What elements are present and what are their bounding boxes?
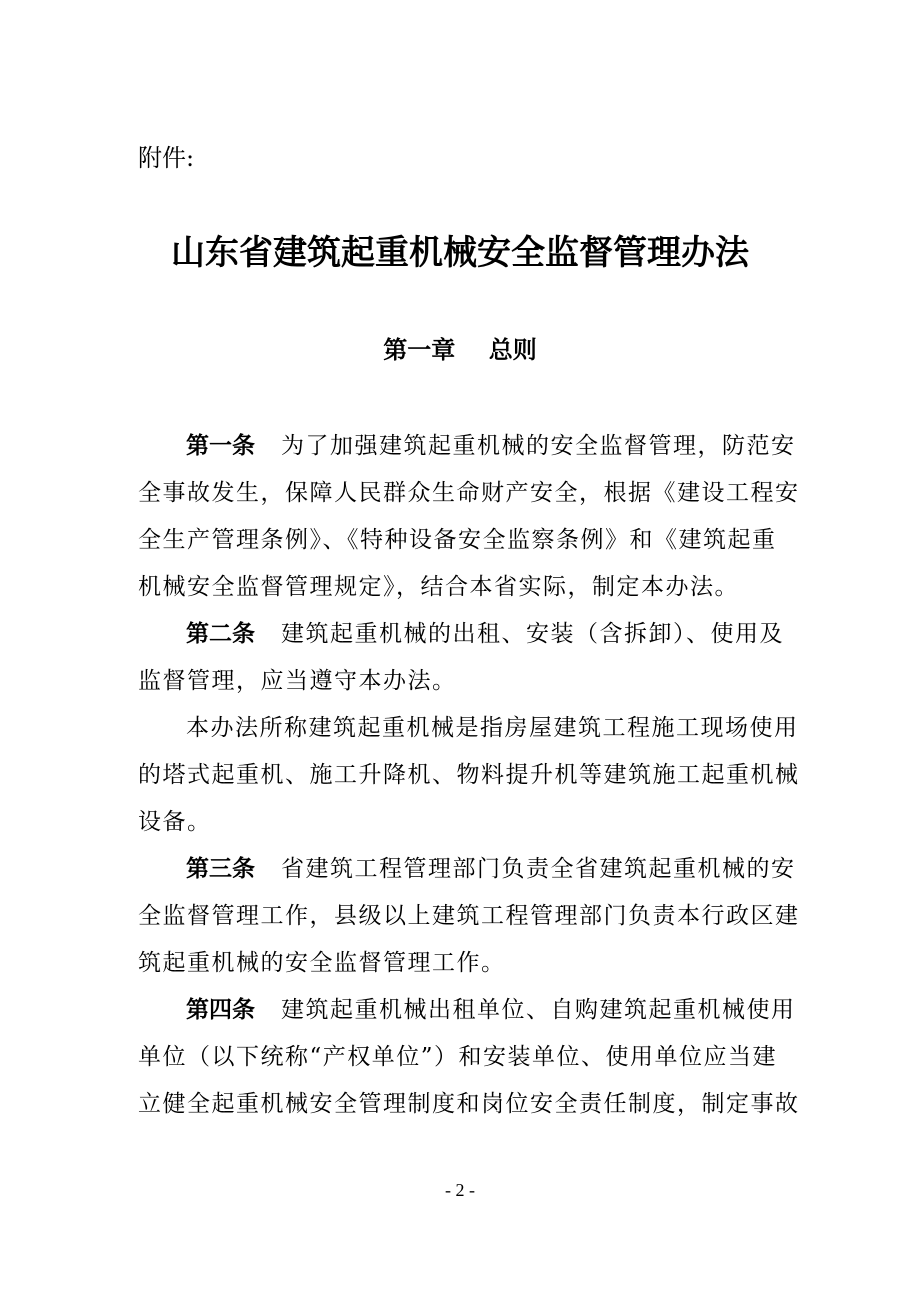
article-label: 第二条	[186, 621, 255, 647]
article-paragraph	[138, 423, 800, 611]
article-text: 建筑起重机械的出租、安装（含拆卸）、使用及监督管理，应当遵守本办法。	[138, 621, 784, 694]
attachment-label: 附件:	[138, 144, 195, 172]
document-body	[138, 423, 800, 1128]
article-paragraph	[138, 987, 800, 1128]
document-title: 山东省建筑起重机械安全监督管理办法	[171, 233, 749, 273]
article-text: 省建筑工程管理部门负责全省建筑起重机械的安全监督管理工作，县级以上建筑工程管理部门负责本行政区建筑起重机械的安全监督管理工作。	[138, 856, 800, 976]
article-label: 第一条	[186, 433, 255, 459]
article-paragraph	[138, 846, 800, 987]
article-text: 为了加强建筑起重机械的安全监督管理，防范安全事故发生，保障人民群众生命财产安全，根据《建设工程安全生产管理条例》、《特种设备安全监察条例》和《建筑起重机械安全监督管理规定》，结合本省实际，制定本办法。	[138, 433, 800, 600]
chapter-heading: 第一章 总则	[383, 336, 537, 364]
article-paragraph	[138, 611, 800, 705]
paragraph-text: 本办法所称建筑起重机械是指房屋建筑工程施工现场使用的塔式起重机、施工升降机、物料提升机等建筑施工起重机械设备。	[138, 715, 800, 835]
article-label: 第四条	[186, 997, 255, 1023]
page-number: - 2 -	[445, 1180, 475, 1200]
definition-paragraph	[138, 705, 800, 846]
article-text: 建筑起重机械出租单位、自购建筑起重机械使用单位（以下统称“产权单位”）和安装单位、使用单位应当建立健全起重机械安全管理制度和岗位安全责任制度，制定事故	[138, 997, 800, 1117]
article-label: 第三条	[186, 856, 255, 882]
